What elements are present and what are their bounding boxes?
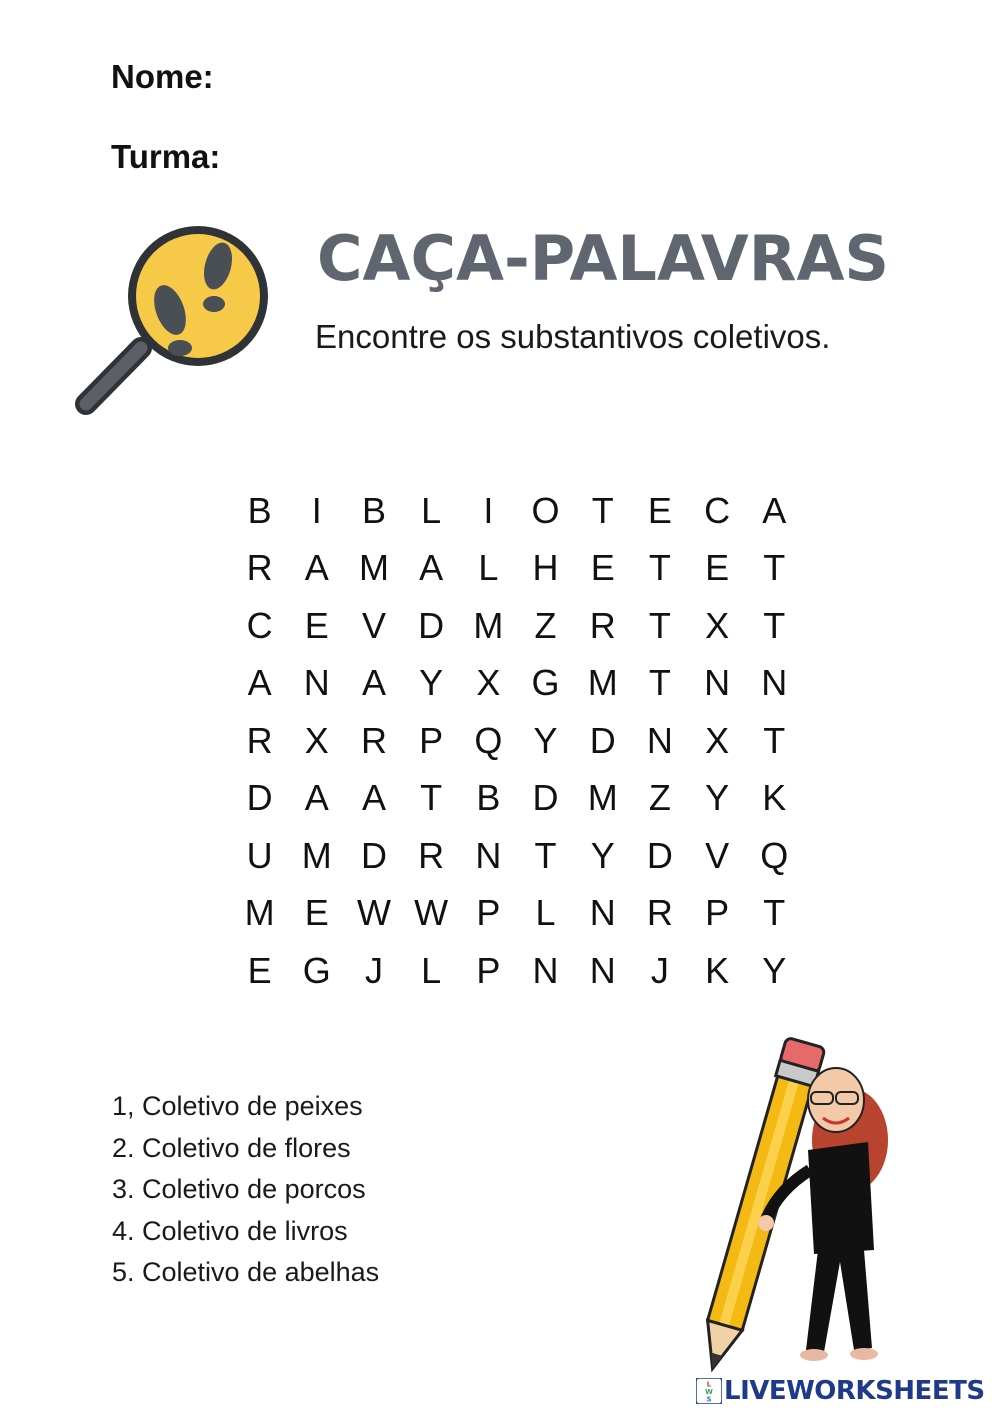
grid-cell[interactable]: L <box>535 892 556 934</box>
grid-cell[interactable]: M <box>587 777 618 819</box>
grid-cell[interactable]: T <box>591 489 614 531</box>
liveworksheets-logo <box>696 1378 722 1404</box>
grid-cell[interactable]: I <box>483 489 494 531</box>
grid-cell[interactable]: D <box>246 777 273 819</box>
grid-cell[interactable]: T <box>763 892 786 934</box>
svg-text:L: L <box>706 1380 712 1389</box>
grid-cell[interactable]: Y <box>705 777 730 819</box>
grid-cell[interactable]: T <box>763 547 786 589</box>
grid-cell[interactable]: K <box>762 777 787 819</box>
grid-cell[interactable]: E <box>304 892 329 934</box>
grid-cell[interactable]: Y <box>533 719 558 761</box>
grid-cell[interactable]: V <box>361 604 386 646</box>
grid-cell[interactable]: N <box>475 834 502 876</box>
grid-cell[interactable]: T <box>763 604 786 646</box>
grid-cell[interactable]: P <box>419 719 444 761</box>
grid-cell[interactable]: G <box>531 662 560 704</box>
grid-cell[interactable]: T <box>763 719 786 761</box>
grid-cell[interactable]: V <box>705 834 730 876</box>
magnifying-glass-footprints-icon <box>68 218 278 424</box>
clue-item: 4. Coletivo de livros <box>112 1215 348 1246</box>
grid-cell[interactable]: M <box>358 547 389 589</box>
grid-cell[interactable]: N <box>589 949 616 991</box>
grid-cell[interactable]: A <box>304 547 329 589</box>
grid-row <box>231 770 803 828</box>
grid-cell[interactable]: E <box>247 949 272 991</box>
clue-item: 5. Coletivo de abelhas <box>112 1257 380 1287</box>
grid-cell[interactable]: R <box>589 604 616 646</box>
grid-cell[interactable]: P <box>476 892 501 934</box>
grid-cell[interactable]: T <box>648 662 671 704</box>
grid-cell[interactable]: N <box>532 949 559 991</box>
grid-cell[interactable]: L <box>421 489 442 531</box>
grid-cell[interactable]: D <box>418 604 445 646</box>
grid-cell[interactable]: E <box>590 547 615 589</box>
grid-cell[interactable]: N <box>761 662 788 704</box>
grid-cell[interactable]: Y <box>590 834 615 876</box>
grid-cell[interactable]: O <box>531 489 560 531</box>
grid-cell[interactable]: B <box>361 489 386 531</box>
brand-text: LIVEWORKSHEETS <box>724 1376 985 1406</box>
brand-footer <box>696 1374 985 1408</box>
grid-cell[interactable]: Y <box>419 662 444 704</box>
grid-cell[interactable]: A <box>361 662 386 704</box>
clue-list <box>112 1086 379 1294</box>
grid-cell[interactable]: T <box>420 777 443 819</box>
grid-cell[interactable]: D <box>532 777 559 819</box>
page-title: CAÇA-PALAVRAS <box>317 222 890 295</box>
grid-cell[interactable]: P <box>705 892 730 934</box>
grid-cell[interactable]: D <box>646 834 673 876</box>
grid-cell[interactable]: M <box>587 662 618 704</box>
grid-cell[interactable]: A <box>247 662 272 704</box>
grid-cell[interactable]: R <box>246 719 273 761</box>
grid-cell[interactable]: M <box>473 604 504 646</box>
grid-cell[interactable]: A <box>304 777 329 819</box>
grid-row <box>231 482 803 540</box>
grid-cell[interactable]: R <box>246 547 273 589</box>
grid-cell[interactable]: U <box>246 834 273 876</box>
grid-cell[interactable]: T <box>648 604 671 646</box>
grid-cell[interactable]: P <box>476 949 501 991</box>
grid-cell[interactable]: X <box>304 719 329 761</box>
girl-holding-pencil-illustration <box>678 1030 908 1385</box>
grid-cell[interactable]: K <box>705 949 730 991</box>
grid-cell[interactable]: T <box>648 547 671 589</box>
grid-cell[interactable]: H <box>532 547 559 589</box>
grid-cell[interactable]: M <box>244 892 275 934</box>
grid-cell[interactable]: E <box>304 604 329 646</box>
name-label: Nome: <box>111 58 214 95</box>
grid-cell[interactable]: D <box>589 719 616 761</box>
grid-cell[interactable]: L <box>421 949 442 991</box>
grid-cell[interactable]: W <box>414 892 449 934</box>
clue-item: 2. Coletivo de flores <box>112 1132 351 1163</box>
grid-cell[interactable]: C <box>704 489 731 531</box>
grid-cell[interactable]: J <box>364 949 383 991</box>
grid-cell[interactable]: X <box>476 662 501 704</box>
grid-cell[interactable]: Z <box>534 604 557 646</box>
grid-cell[interactable]: R <box>360 719 387 761</box>
grid-cell[interactable]: R <box>646 892 673 934</box>
grid-row <box>231 540 803 598</box>
word-search-grid <box>231 482 803 1000</box>
grid-cell[interactable]: W <box>356 892 391 934</box>
grid-cell[interactable]: Q <box>760 834 789 876</box>
svg-text:S: S <box>706 1395 712 1404</box>
grid-cell[interactable]: Z <box>648 777 671 819</box>
grid-cell[interactable]: N <box>704 662 731 704</box>
grid-row <box>231 712 803 770</box>
grid-row <box>231 827 803 885</box>
grid-cell[interactable]: A <box>762 489 787 531</box>
svg-text:W: W <box>705 1388 713 1396</box>
grid-cell[interactable]: G <box>302 949 331 991</box>
class-label: Turma: <box>111 138 221 175</box>
grid-row <box>231 655 803 713</box>
grid-cell[interactable]: N <box>589 892 616 934</box>
grid-cell[interactable]: J <box>650 949 669 991</box>
grid-cell[interactable]: A <box>361 777 386 819</box>
grid-cell[interactable]: R <box>418 834 445 876</box>
clue-item: 3. Coletivo de porcos <box>112 1174 366 1204</box>
grid-cell[interactable]: A <box>419 547 444 589</box>
grid-row <box>231 597 803 655</box>
grid-cell[interactable]: Y <box>762 949 787 991</box>
grid-cell[interactable]: E <box>705 547 730 589</box>
grid-cell[interactable]: C <box>246 604 273 646</box>
grid-cell[interactable]: B <box>476 777 501 819</box>
grid-cell[interactable]: E <box>647 489 672 531</box>
grid-cell[interactable]: I <box>311 489 322 531</box>
page-subtitle: Encontre os substantivos coletivos. <box>315 318 831 355</box>
grid-cell[interactable]: X <box>705 604 730 646</box>
grid-cell[interactable]: M <box>301 834 332 876</box>
grid-cell[interactable]: L <box>478 547 499 589</box>
grid-cell[interactable]: Q <box>474 719 503 761</box>
grid-cell[interactable]: N <box>646 719 673 761</box>
clue-item: 1, Coletivo de peixes <box>112 1091 363 1121</box>
grid-cell[interactable]: B <box>247 489 272 531</box>
grid-row <box>231 885 803 943</box>
grid-cell[interactable]: T <box>534 834 557 876</box>
grid-cell[interactable]: N <box>303 662 330 704</box>
grid-row <box>231 942 803 1000</box>
grid-cell[interactable]: X <box>705 719 730 761</box>
grid-cell[interactable]: D <box>360 834 387 876</box>
